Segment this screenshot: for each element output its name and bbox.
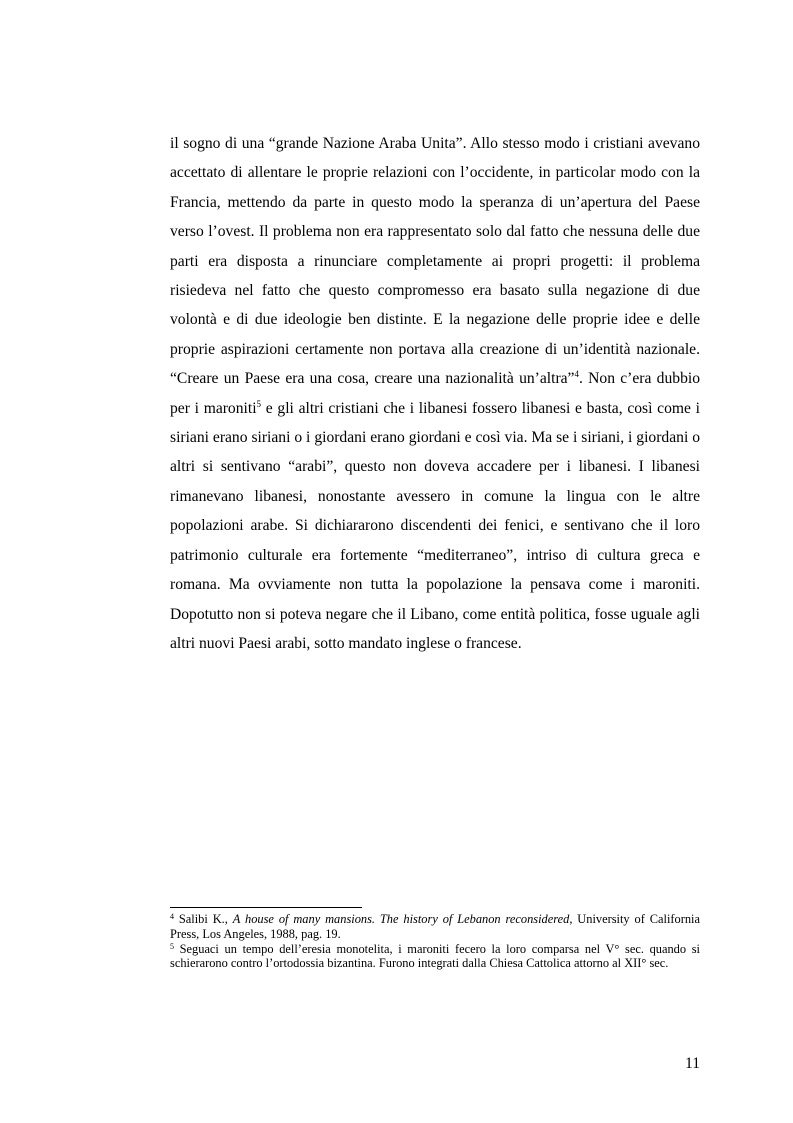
footnotes-section [170,912,700,971]
footnote-reference-5[interactable]: 5 [256,398,262,409]
body-text-part-2: . Non c’era dubbio per i maroniti [170,370,700,417]
page-number: 11 [684,1055,700,1072]
footnote-4-work-title: A house of many mansions. The history of Lebanon reconsidered [232,912,570,926]
footnote-5-mark: 5 [170,941,174,951]
body-paragraph [170,129,700,658]
footnote-4-publication: , University of California Press, Los Angeles, 1988, pag. 19. [170,912,700,941]
footnote-4-mark: 4 [170,912,174,921]
footnote-reference-4[interactable]: 4 [574,369,579,380]
footnote-4 [170,912,700,942]
body-text-part-3: e gli altri cristiani che i libanesi fossero libanesi e basta, così come i siriani erano siriani o i giordani erano giordani e così via. Ma se i siriani, i giordani o altri si sentivano “arabi”, questo non doveva accadere per i libanesi. I libanesi rimanevano libanesi, nonostante avessero in comune la lingua con le altre popolazioni arabe. Si dichiararono discendenti dei fenici, e sentivano che il loro patrimonio culturale era fortemente “mediterraneo”, intriso di cultura greca e romana. Ma ovviamente non tutta la popolazione la pensava come i maroniti. Dopotutto non si poteva negare che il Libano, come entità politica, fosse uguale agli altri nuovi Paesi arabi, sotto mandato inglese o francese. [170,399,700,652]
footnote-4-author: Salibi K., [174,912,233,926]
body-text-part-1: il sogno di una “grande Nazione Araba Unita”. Allo stesso modo i cristiani avevano accettato di allentare le proprie relazioni con l’occidente, in particolar modo con la Francia, mettendo da parte in questo modo la speranza di un’apertura del Paese verso l’ovest. Il problema non era rappresentato solo dal fatto che nessuna delle due parti era disposta a rinunciare completamente ai propri progetti: il problema risiedeva nel fatto che questo compromesso era basato sulla negazione di due volontà e di due ideologie ben distinte. E la negazione delle proprie idee e delle proprie aspirazioni certamente non portava alla creazione di un’identità nazionale. “Creare un Paese era una cosa, creare una nazionalità un’altra” [170,135,700,388]
footnote-5 [170,942,700,972]
footnote-5-text: Seguaci un tempo dell’eresia monotelita, i maroniti fecero la loro comparsa nel V° sec. quando si schierarono contro l’ortodossia bizantina. Furono integrati dalla Chiesa Cattolica attorno al XII° sec. [170,941,700,971]
footnote-separator [170,907,362,908]
